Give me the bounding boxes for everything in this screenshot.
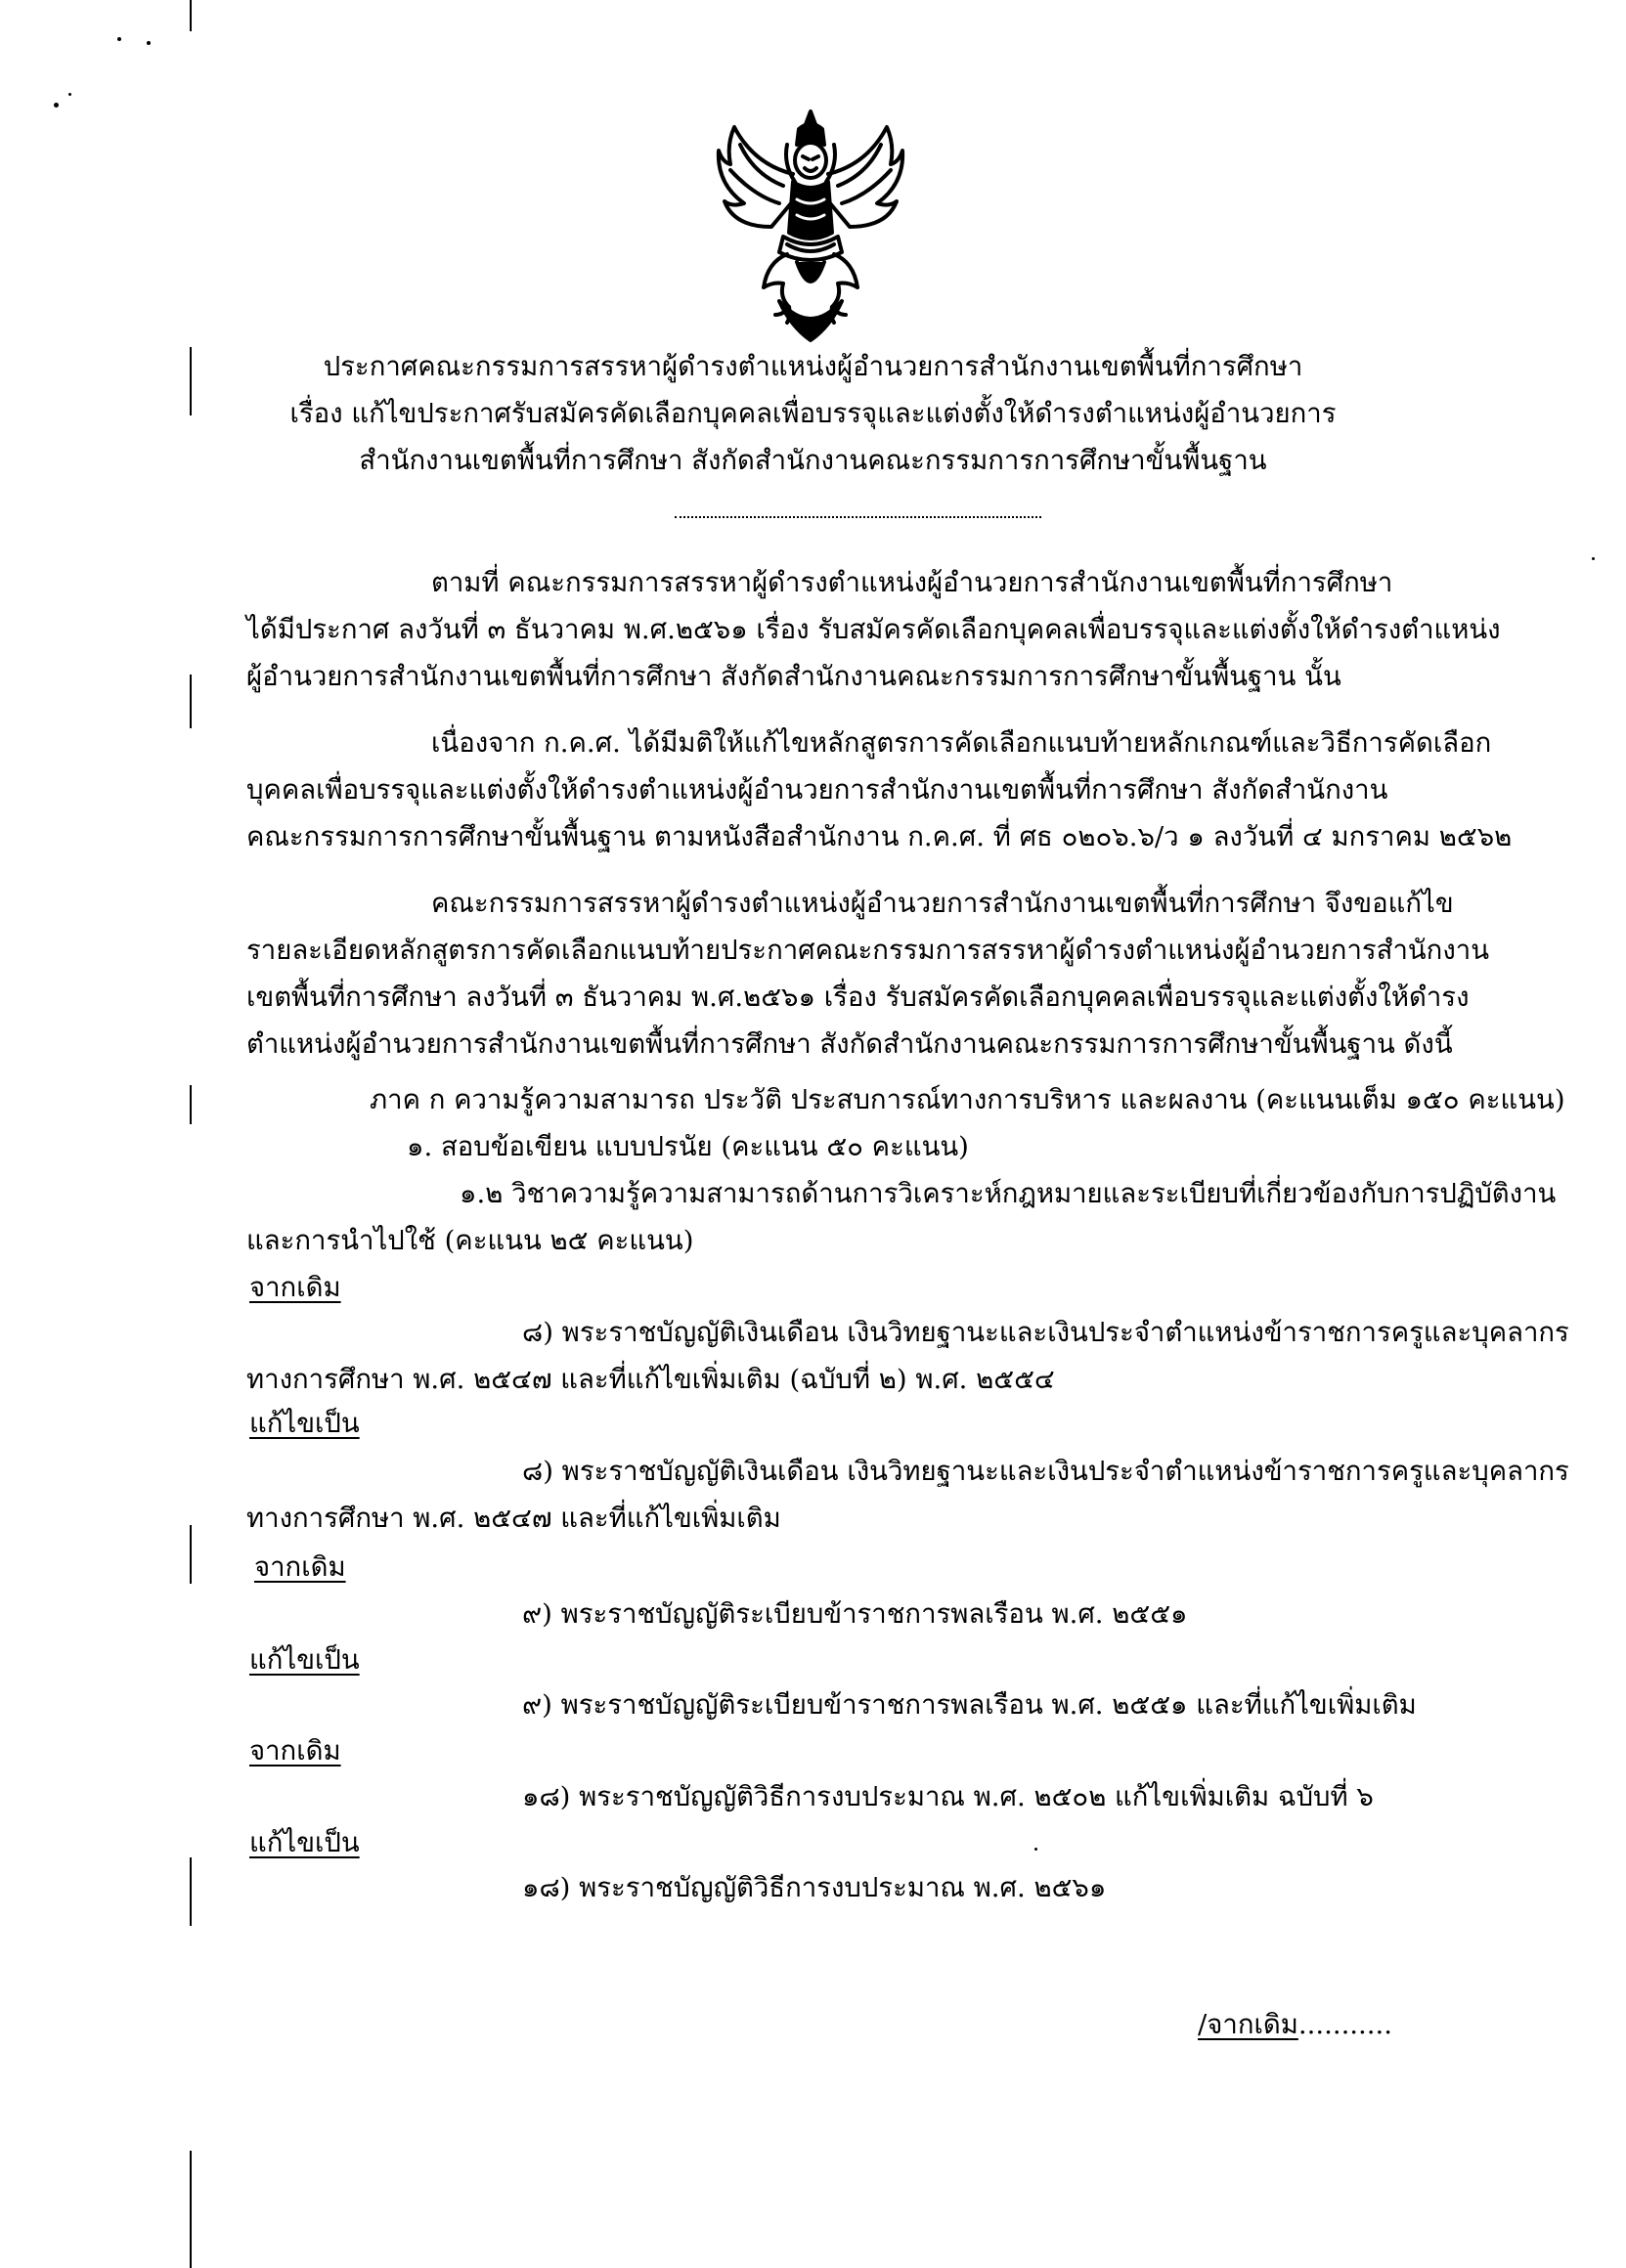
scan-speck	[1592, 557, 1595, 560]
paragraph-3-line: ตำแหน่งผู้อำนวยการสำนักงานเขตพื้นที่การศึกษา สังกัดสำนักงานคณะกรรมการการศึกษาขั้นพื้นฐาน ดังนี้	[246, 1028, 1453, 1060]
continued-dots: ...........	[1297, 2009, 1393, 2040]
amended-to-label: แก้ไขเป็น	[249, 1408, 360, 1439]
left-edge-line	[190, 1085, 192, 1124]
paragraph-3-line: เขตพื้นที่การศึกษา ลงวันที่ ๓ ธันวาคม พ.ศ.๒๕๖๑ เรื่อง รับสมัครคัดเลือกบุคคลเพื่อบรรจุและแต่งตั้งให้ดำรง	[246, 981, 1470, 1013]
from-original-label: จากเดิม	[249, 1272, 341, 1303]
paragraph-3-line: รายละเอียดหลักสูตรการคัดเลือกแนบท้ายประกาศคณะกรรมการสรรหาผู้ดำรงตำแหน่งผู้อำนวยการสำนักงาน	[246, 935, 1490, 966]
paragraph-1-line: ตามที่ คณะกรรมการสรรหาผู้ดำรงตำแหน่งผู้อำนวยการสำนักงานเขตพื้นที่การศึกษา	[431, 567, 1393, 598]
amendment-18-new: ๑๘) พระราชบัญญัติวิธีการงบประมาณ พ.ศ. ๒๕๖๑	[522, 1872, 1107, 1903]
item-1-2-heading: ๑.๒ วิชาความรู้ความสามารถด้านการวิเคราะห์กฎหมายและระเบียบที่เกี่ยวข้องกับการปฏิบัติงาน	[460, 1178, 1557, 1209]
paragraph-1-line: ผู้อำนวยการสำนักงานเขตพื้นที่การศึกษา สังกัดสำนักงานคณะกรรมการการศึกษาขั้นพื้นฐาน นั้น	[246, 661, 1341, 692]
announcement-title: ประกาศคณะกรรมการสรรหาผู้ดำรงตำแหน่งผู้อำนวยการสำนักงานเขตพื้นที่การศึกษา	[323, 351, 1303, 382]
scan-speck	[68, 93, 71, 96]
left-edge-line	[190, 2151, 192, 2268]
left-edge-line	[190, 675, 192, 728]
from-original-label: จากเดิม	[249, 1735, 341, 1766]
paragraph-2-line: คณะกรรมการการศึกษาขั้นพื้นฐาน ตามหนังสือสำนักงาน ก.ค.ศ. ที่ ศธ ๐๒๐๖.๖/ว ๑ ลงวันที่ ๔ มกราคม ๒๕๖๒	[246, 821, 1513, 852]
scan-speck	[147, 41, 151, 45]
scan-speck	[117, 37, 121, 41]
scan-speck	[54, 103, 59, 108]
left-edge-line	[190, 0, 192, 31]
title-divider	[675, 516, 1041, 518]
amendment-8-original-line: ๘) พระราชบัญญัติเงินเดือน เงินวิทยฐานะและเงินประจำตำแหน่งข้าราชการครูและบุคลากร	[522, 1317, 1569, 1348]
paragraph-2-line: บุคคลเพื่อบรรจุและแต่งตั้งให้ดำรงตำแหน่งผู้อำนวยการสำนักงานเขตพื้นที่การศึกษา สังกัดสำนักงาน	[246, 774, 1388, 806]
announcement-subject-cont: สำนักงานเขตพื้นที่การศึกษา สังกัดสำนักงานคณะกรรมการการศึกษาขั้นพื้นฐาน	[359, 445, 1267, 476]
paragraph-3-line: คณะกรรมการสรรหาผู้ดำรงตำแหน่งผู้อำนวยการสำนักงานเขตพื้นที่การศึกษา จึงขอแก้ไข	[431, 888, 1454, 919]
amended-to-label: แก้ไขเป็น	[249, 1827, 360, 1858]
paragraph-1-line: ได้มีประกาศ ลงวันที่ ๓ ธันวาคม พ.ศ.๒๕๖๑ เรื่อง รับสมัครคัดเลือกบุคคลเพื่อบรรจุและแต่งตั้งให้ดำรงตำแหน่ง	[246, 614, 1501, 645]
amendment-8-new-line: ๘) พระราชบัญญัติเงินเดือน เงินวิทยฐานะและเงินประจำตำแหน่งข้าราชการครูและบุคลากร	[522, 1456, 1569, 1487]
paragraph-2-line: เนื่องจาก ก.ค.ศ. ได้มีมติให้แก้ไขหลักสูตรการคัดเลือกแนบท้ายหลักเกณฑ์และวิธีการคัดเลือก	[431, 727, 1492, 759]
part-a-heading: ภาค ก ความรู้ความสามารถ ประวัติ ประสบการณ์ทางการบริหาร และผลงาน (คะแนนเต็ม ๑๕๐ คะแนน)	[370, 1084, 1565, 1115]
from-original-label: จากเดิม	[254, 1551, 346, 1583]
amendment-8-original-line: ทางการศึกษา พ.ศ. ๒๕๔๗ และที่แก้ไขเพิ่มเติม (ฉบับที่ ๒) พ.ศ. ๒๕๕๔	[246, 1364, 1055, 1395]
announcement-subject: เรื่อง แก้ไขประกาศรับสมัครคัดเลือกบุคคลเพื่อบรรจุและแต่งตั้งให้ดำรงตำแหน่งผู้อำนวยการ	[289, 398, 1337, 429]
amendment-9-original: ๙) พระราชบัญญัติระเบียบข้าราชการพลเรือน พ.ศ. ๒๕๕๑	[522, 1598, 1188, 1630]
amendment-18-original: ๑๘) พระราชบัญญัติวิธีการงบประมาณ พ.ศ. ๒๕๐๒ แก้ไขเพิ่มเติม ฉบับที่ ๖	[522, 1781, 1374, 1812]
continued-marker	[1198, 2009, 1393, 2040]
scan-speck	[1034, 1848, 1037, 1851]
amendment-8-new-line: ทางการศึกษา พ.ศ. ๒๕๔๗ และที่แก้ไขเพิ่มเติม	[246, 1503, 781, 1534]
amendment-9-new: ๙) พระราชบัญญัติระเบียบข้าราชการพลเรือน พ.ศ. ๒๕๕๑ และที่แก้ไขเพิ่มเติม	[522, 1689, 1417, 1721]
item-1-2-heading-cont: และการนำไปใช้ (คะแนน ๒๕ คะแนน)	[246, 1225, 694, 1256]
garuda-emblem-icon	[715, 106, 906, 342]
left-edge-line	[190, 1525, 192, 1584]
item-1-heading: ๑. สอบข้อเขียน แบบปรนัย (คะแนน ๕๐ คะแนน)	[407, 1131, 969, 1162]
amended-to-label: แก้ไขเป็น	[249, 1644, 360, 1676]
left-edge-line	[190, 1857, 192, 1926]
continued-label: /จากเดิม	[1198, 2009, 1298, 2040]
